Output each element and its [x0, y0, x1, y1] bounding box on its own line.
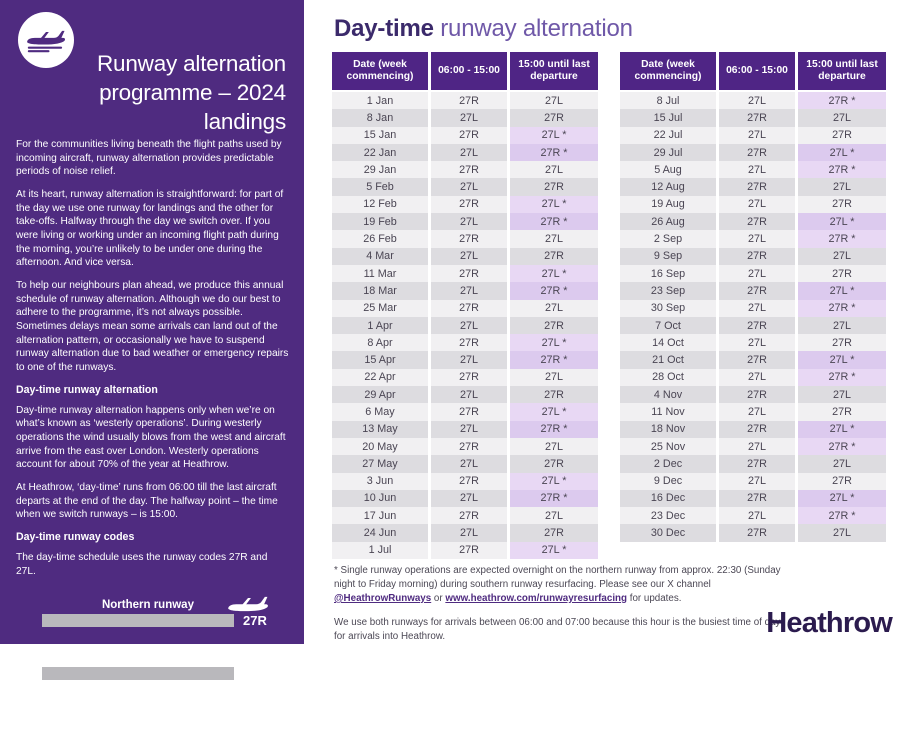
runway-cell: 27R *	[510, 490, 598, 507]
paragraph-schedule: To help our neighbours plan ahead, we produce this annual schedule of runway alternation. Although we do our best to adhere to the programme, it’s not always possible. Sometimes delays mean some arrivals can land out of the alternation pattern, or occasionally we have to suspend runway alternation due to bad weather or emergency repairs to one of the runways.	[16, 280, 289, 374]
runway-cell: 27L *	[798, 144, 886, 161]
runway-cell: 27L *	[798, 351, 886, 368]
runway-cell: 27L *	[510, 196, 598, 213]
paragraph-westerly: Day-time runway alternation happens only when we’re on what’s known as ‘westerly operations’. During westerly operations the wind usually blows from the west and aircraft arrive from the east over London. Westerly operations account for about 70% of the year at Heathrow.	[16, 404, 286, 471]
runway-diagram	[16, 587, 290, 754]
southern-runway-code: 27L	[243, 666, 266, 682]
date-cell: 11 Nov	[620, 403, 716, 420]
table-row	[332, 351, 598, 368]
table-row	[332, 144, 598, 161]
table-row	[332, 507, 598, 524]
sidebar-body	[16, 138, 290, 587]
footnote-text: * Single runway operations are expected overnight on the northern runway from approx. 22:30 (Sunday night to Friday morning) during southern runway resurfacing. Please see our X channel	[334, 565, 781, 590]
runway-cell: 27L *	[798, 490, 886, 507]
runway-cell: 27R	[719, 455, 795, 472]
date-cell: 28 Oct	[620, 369, 716, 386]
runway-cell: 27R	[431, 300, 507, 317]
date-cell: 30 Dec	[620, 524, 716, 541]
runway-cell: 27L	[431, 282, 507, 299]
col-header-morning: 06:00 - 15:00	[431, 52, 507, 90]
date-cell: 22 Jul	[620, 127, 716, 144]
runway-gap	[16, 628, 290, 640]
date-cell: 5 Aug	[620, 161, 716, 178]
runway-cell: 27R *	[510, 213, 598, 230]
date-cell: 16 Dec	[620, 490, 716, 507]
runway-cell: 27L *	[510, 473, 598, 490]
heading-daytime-alternation: Day-time runway alternation	[16, 383, 158, 396]
date-cell: 15 Jul	[620, 109, 716, 126]
table-row	[620, 386, 886, 403]
runway-cell: 27L	[431, 109, 507, 126]
southern-runway-bar	[42, 667, 234, 680]
main-content	[332, 0, 894, 650]
runway-cell: 27R	[798, 127, 886, 144]
table-row	[620, 248, 886, 265]
table-row	[332, 386, 598, 403]
runway-cell: 27R	[719, 490, 795, 507]
date-cell: 20 May	[332, 438, 428, 455]
table-header	[332, 52, 598, 90]
date-cell: 1 Jan	[332, 92, 428, 109]
date-cell: 14 Oct	[620, 334, 716, 351]
runway-cell: 27L	[431, 524, 507, 541]
date-cell: 5 Feb	[332, 178, 428, 195]
table-row	[332, 196, 598, 213]
footnote-text: for updates.	[627, 592, 682, 604]
runway-cell: 27L	[510, 161, 598, 178]
date-cell: 8 Jan	[332, 109, 428, 126]
runway-cell: 27R *	[510, 282, 598, 299]
date-cell: 23 Sep	[620, 282, 716, 299]
col-header-afternoon: 15:00 until last departure	[798, 52, 886, 90]
date-cell: 18 Nov	[620, 421, 716, 438]
date-cell: 8 Jul	[620, 92, 716, 109]
runway-cell: 27R	[719, 248, 795, 265]
runway-cell: 27L *	[510, 334, 598, 351]
runway-cell: 27L	[719, 403, 795, 420]
date-cell: 26 Aug	[620, 213, 716, 230]
runway-cell: 27L	[431, 386, 507, 403]
runway-cell: 27L	[798, 317, 886, 334]
table-row	[620, 144, 886, 161]
sidebar	[0, 0, 304, 753]
date-cell: 21 Oct	[620, 351, 716, 368]
runway-cell: 27L	[431, 213, 507, 230]
runway-cell: 27R *	[798, 92, 886, 109]
date-cell: 19 Feb	[332, 213, 428, 230]
date-cell: 17 Jun	[332, 507, 428, 524]
runway-code-legend	[16, 697, 290, 754]
plane-icon	[226, 644, 270, 666]
table-row	[620, 369, 886, 386]
table-row	[620, 213, 886, 230]
table-row	[620, 196, 886, 213]
runway-cell: 27R	[431, 127, 507, 144]
date-cell: 18 Mar	[332, 282, 428, 299]
runway-cell: 27R	[431, 542, 507, 559]
runway-cell: 27L *	[798, 213, 886, 230]
table-row	[620, 490, 886, 507]
runway-cell: 27R *	[798, 230, 886, 247]
table-row	[332, 524, 598, 541]
runway-cell: 27R	[719, 213, 795, 230]
table-row	[620, 92, 886, 109]
date-cell: 29 Jan	[332, 161, 428, 178]
date-cell: 29 Apr	[332, 386, 428, 403]
date-cell: 27 May	[332, 455, 428, 472]
runway-cell: 27L *	[510, 403, 598, 420]
runway-cell: 27L	[719, 300, 795, 317]
footnotes	[334, 564, 790, 644]
footnote-both-runways: We use both runways for arrivals between 06:00 and 07:00 because this hour is the busiest time of day for arrivals into Heathrow.	[334, 616, 781, 642]
table-row	[332, 542, 598, 559]
table-row	[332, 161, 598, 178]
table-row	[620, 351, 886, 368]
runway-cell: 27L	[798, 109, 886, 126]
date-cell: 22 Apr	[332, 369, 428, 386]
table-row	[620, 403, 886, 420]
runway-cell: 27R *	[798, 438, 886, 455]
date-cell: 26 Feb	[332, 230, 428, 247]
date-cell: 29 Jul	[620, 144, 716, 161]
runway-cell: 27R *	[510, 421, 598, 438]
page-title-rest: runway alternation	[433, 15, 633, 42]
runway-cell: 27R	[431, 473, 507, 490]
runway-cell: 27L	[719, 230, 795, 247]
runway-cell: 27L	[719, 334, 795, 351]
runway-cell: 27R *	[798, 300, 886, 317]
col-header-morning: 06:00 - 15:00	[719, 52, 795, 90]
runway-cell: 27R	[719, 178, 795, 195]
runway-cell: 27R	[719, 317, 795, 334]
runway-cell: 27R	[431, 265, 507, 282]
northern-runway-block	[42, 587, 276, 628]
runway-cell: 27L	[719, 265, 795, 282]
table-row	[332, 438, 598, 455]
runway-cell: 27R	[719, 421, 795, 438]
date-cell: 9 Sep	[620, 248, 716, 265]
runway-cell: 27R	[719, 386, 795, 403]
table-row	[332, 473, 598, 490]
table-row	[332, 178, 598, 195]
runway-cell: 27R *	[798, 507, 886, 524]
table-row	[620, 524, 886, 541]
runway-cell: 27R	[510, 386, 598, 403]
southern-runway-label: Southern runway	[100, 652, 195, 665]
table-row	[332, 109, 598, 126]
table-row	[620, 109, 886, 126]
table-row	[620, 300, 886, 317]
date-cell: 7 Oct	[620, 317, 716, 334]
table-row	[332, 455, 598, 472]
runway-cell: 27R	[798, 403, 886, 420]
northern-runway-code: 27R	[243, 613, 267, 629]
plane-icon	[226, 591, 270, 613]
date-cell: 15 Jan	[332, 127, 428, 144]
page-title	[334, 15, 633, 43]
table-row	[332, 230, 598, 247]
schedule-table-first-half	[332, 52, 598, 559]
footnote-single-runway	[334, 564, 790, 606]
paragraph-codes: The day-time schedule uses the runway codes 27R and 27L.	[16, 552, 268, 577]
table-row	[332, 248, 598, 265]
runway-cell: 27L	[431, 351, 507, 368]
runway-cell: 27R	[510, 178, 598, 195]
runway-resurfacing-link[interactable]: www.heathrow.com/runwayresurfacing	[445, 592, 628, 604]
date-cell: 25 Mar	[332, 300, 428, 317]
paragraph-how-it-works: At its heart, runway alternation is straightforward: for part of the day we use one runway for landings and the other for take-offs. Halfway through the day we switch over. If you were living or working under an incoming flight path during the morning, you’re unlikely to be under one during the afternoon. And vice versa.	[16, 189, 284, 269]
runway-cell: 27R	[719, 351, 795, 368]
runway-cell: 27R	[510, 455, 598, 472]
table-row	[332, 265, 598, 282]
runway-cell: 27L	[798, 178, 886, 195]
runway-cell: 27R	[510, 109, 598, 126]
runway-cell: 27L	[431, 248, 507, 265]
runway-cell: 27L	[431, 490, 507, 507]
table-row	[332, 213, 598, 230]
table-row	[620, 282, 886, 299]
col-header-afternoon: 15:00 until last departure	[510, 52, 598, 90]
table-row	[620, 317, 886, 334]
table-header	[620, 52, 886, 90]
table-row	[332, 317, 598, 334]
runway-cell: 27R *	[510, 144, 598, 161]
table-row	[332, 282, 598, 299]
runway-cell: 27L	[798, 248, 886, 265]
runway-cell: 27L	[510, 507, 598, 524]
runway-cell: 27L *	[510, 542, 598, 559]
runway-cell: 27L	[510, 438, 598, 455]
runway-cell: 27L *	[510, 127, 598, 144]
runway-cell: 27L	[719, 127, 795, 144]
table-row	[332, 490, 598, 507]
date-cell: 9 Dec	[620, 473, 716, 490]
runway-cell: 27L	[431, 421, 507, 438]
runway-cell: 27R	[719, 524, 795, 541]
table-row	[620, 507, 886, 524]
date-cell: 13 May	[332, 421, 428, 438]
northern-runway-top	[42, 587, 276, 611]
legend-27r: 27R = aircraft approaching the northern runway from the east	[16, 698, 270, 724]
table-row	[620, 161, 886, 178]
footnote-text: or	[431, 592, 446, 604]
runway-cell: 27R	[431, 230, 507, 247]
runway-cell: 27L	[719, 196, 795, 213]
col-header-date: Date (week commencing)	[332, 52, 428, 90]
table-row	[620, 473, 886, 490]
table-row	[332, 403, 598, 420]
table-row	[620, 438, 886, 455]
landing-plane-icon	[18, 12, 74, 68]
runway-cell: 27L	[798, 455, 886, 472]
table-row	[332, 92, 598, 109]
runway-cell: 27L	[719, 507, 795, 524]
runway-cell: 27L	[431, 178, 507, 195]
runway-cell: 27L	[431, 317, 507, 334]
runway-cell: 27R *	[510, 351, 598, 368]
runway-cell: 27L	[510, 92, 598, 109]
runway-cell: 27R	[431, 334, 507, 351]
table-row	[620, 334, 886, 351]
table-row	[620, 455, 886, 472]
date-cell: 2 Sep	[620, 230, 716, 247]
northern-runway-label: Northern runway	[101, 599, 194, 612]
runway-cell: 27R	[431, 507, 507, 524]
runway-cell: 27R	[719, 109, 795, 126]
date-cell: 8 Apr	[332, 334, 428, 351]
date-cell: 6 May	[332, 403, 428, 420]
paragraph-intro: For the communities living beneath the flight paths used by incoming aircraft, runway alternation provides predictable periods of noise relief.	[16, 139, 282, 178]
runway-cell: 27R	[798, 334, 886, 351]
runway-cell: 27L	[798, 524, 886, 541]
table-row	[332, 334, 598, 351]
runway-cell: 27R	[431, 369, 507, 386]
runway-cell: 27R	[719, 144, 795, 161]
date-cell: 23 Dec	[620, 507, 716, 524]
heathrow-runways-link[interactable]: @HeathrowRunways	[334, 592, 432, 604]
runway-cell: 27R	[431, 196, 507, 213]
runway-cell: 27R *	[798, 369, 886, 386]
runway-cell: 27L *	[798, 282, 886, 299]
sidebar-title-line1: Runway alternation	[96, 51, 286, 76]
runway-cell: 27R	[510, 317, 598, 334]
runway-cell: 27L	[719, 473, 795, 490]
date-cell: 10 Jun	[332, 490, 428, 507]
table-row	[620, 127, 886, 144]
date-cell: 4 Nov	[620, 386, 716, 403]
runway-cell: 27R *	[798, 161, 886, 178]
date-cell: 2 Dec	[620, 455, 716, 472]
legend-27l: 27L = aircraft approaching the southern runway from the east	[16, 727, 270, 753]
runway-cell: 27L	[719, 438, 795, 455]
date-cell: 24 Jun	[332, 524, 428, 541]
plane-glyph	[25, 26, 67, 54]
table-row	[620, 230, 886, 247]
southern-runway-bar-row	[42, 666, 276, 681]
southern-runway-block	[42, 640, 276, 681]
date-cell: 4 Mar	[332, 248, 428, 265]
runway-cell: 27L	[510, 300, 598, 317]
runway-cell: 27L	[510, 230, 598, 247]
date-cell: 15 Apr	[332, 351, 428, 368]
runway-cell: 27R	[431, 161, 507, 178]
runway-cell: 27R	[431, 403, 507, 420]
table-row	[332, 369, 598, 386]
page-title-bold: Day-time	[334, 15, 434, 42]
runway-cell: 27R	[510, 524, 598, 541]
date-cell: 12 Aug	[620, 178, 716, 195]
col-header-date: Date (week commencing)	[620, 52, 716, 90]
runway-cell: 27R	[798, 473, 886, 490]
heathrow-logo: Heathrow	[766, 607, 892, 639]
date-cell: 11 Mar	[332, 265, 428, 282]
runway-cell: 27L	[719, 369, 795, 386]
runway-cell: 27L	[719, 92, 795, 109]
runway-cell: 27R	[431, 438, 507, 455]
runway-cell: 27L	[798, 386, 886, 403]
date-cell: 16 Sep	[620, 265, 716, 282]
sidebar-header	[16, 10, 290, 138]
runway-cell: 27R	[719, 282, 795, 299]
runway-cell: 27L	[431, 144, 507, 161]
northern-runway-bar-row	[42, 613, 276, 628]
table-row	[332, 300, 598, 317]
table-row	[332, 127, 598, 144]
runway-cell: 27L	[431, 455, 507, 472]
date-cell: 25 Nov	[620, 438, 716, 455]
runway-cell: 27L	[719, 161, 795, 178]
runway-cell: 27L *	[798, 421, 886, 438]
southern-runway-top	[42, 640, 276, 664]
schedule-tables	[332, 52, 886, 559]
runway-cell: 27R	[431, 92, 507, 109]
date-cell: 22 Jan	[332, 144, 428, 161]
table-row	[620, 265, 886, 282]
date-cell: 3 Jun	[332, 473, 428, 490]
date-cell: 30 Sep	[620, 300, 716, 317]
table-row	[620, 421, 886, 438]
date-cell: 12 Feb	[332, 196, 428, 213]
runway-cell: 27L	[510, 369, 598, 386]
northern-runway-bar	[42, 614, 234, 627]
sidebar-title-line2: programme – 2024 landings	[99, 79, 286, 134]
runway-cell: 27R	[798, 196, 886, 213]
date-cell: 19 Aug	[620, 196, 716, 213]
schedule-table-second-half	[620, 52, 886, 559]
paragraph-daytime-hours: At Heathrow, ‘day-time’ runs from 06:00 till the last aircraft departs at the end of the day. The halfway point – the time when we switch runways – is 15:00.	[16, 482, 278, 521]
runway-cell: 27L *	[510, 265, 598, 282]
heading-runway-codes: Day-time runway codes	[16, 531, 135, 544]
table-row	[620, 178, 886, 195]
date-cell: 1 Jul	[332, 542, 428, 559]
table-row	[332, 421, 598, 438]
runway-cell: 27R	[510, 248, 598, 265]
date-cell: 1 Apr	[332, 317, 428, 334]
runway-cell: 27R	[798, 265, 886, 282]
